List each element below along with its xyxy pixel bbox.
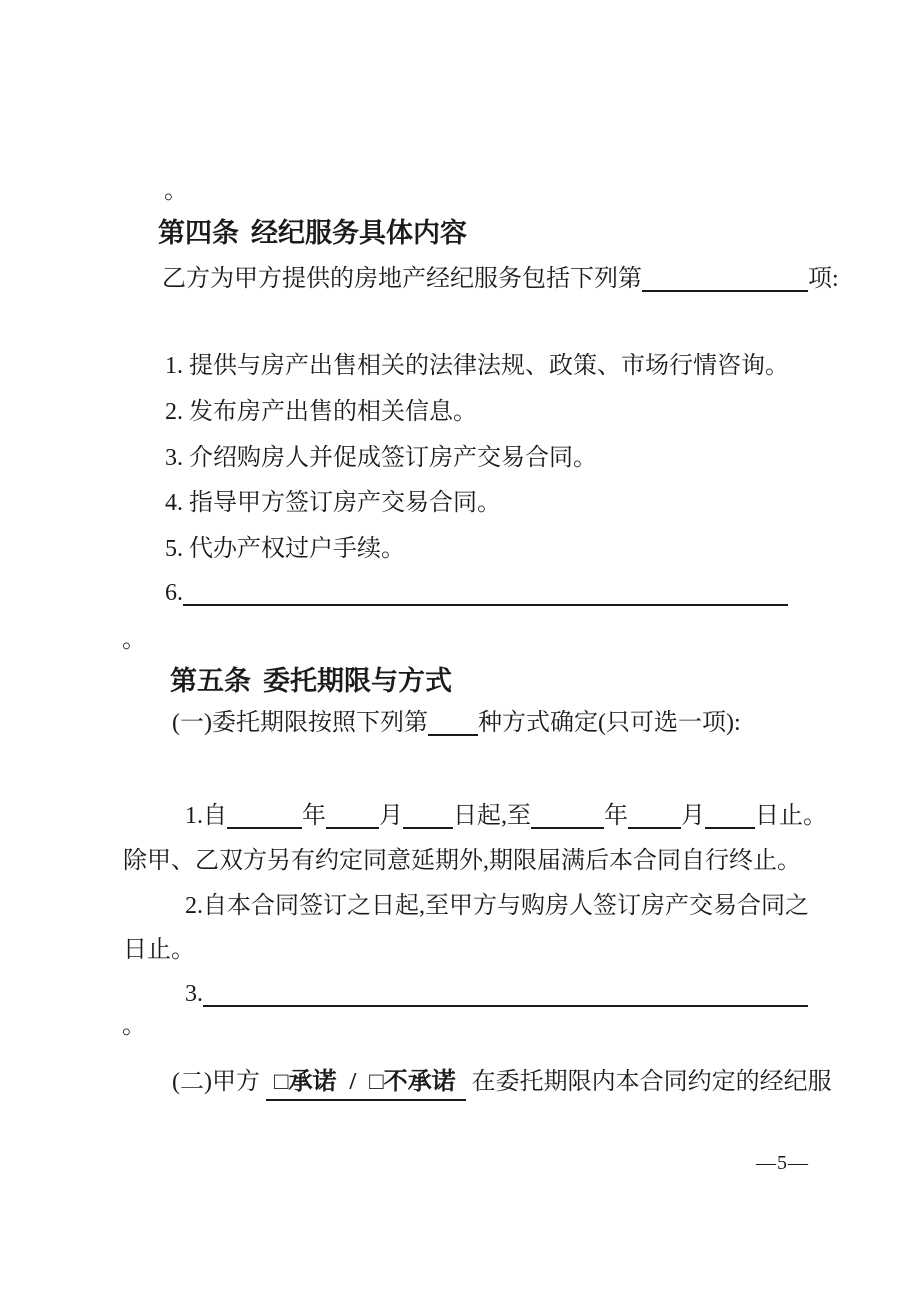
service-item-1: 1. 提供与房产出售相关的法律法规、政策、市场行情咨询。 <box>165 353 789 379</box>
option1-seg: 日止。 <box>755 803 827 829</box>
option2-line2: 日止。 <box>123 937 195 963</box>
article4-heading-title: 经纪服务具体内容 <box>251 218 467 248</box>
article5-heading-title: 委托期限与方式 <box>263 666 452 696</box>
stray-period: 。 <box>164 178 188 204</box>
fill-in-blank-day-end <box>705 809 755 829</box>
article5-heading-number: 第五条 <box>170 666 251 696</box>
option1-seg: 月 <box>379 803 403 829</box>
choice-separator: / <box>349 1069 357 1095</box>
stray-period: 。 <box>122 627 146 653</box>
option3-number: 3. <box>185 981 203 1007</box>
page-number: —5— <box>756 1152 809 1174</box>
fill-in-blank-month-start <box>326 809 379 829</box>
fill-in-blank-day-start <box>403 809 453 829</box>
stray-period: 。 <box>122 1013 146 1039</box>
service-item-3: 3. 介绍购房人并促成签订房产交易合同。 <box>165 445 597 471</box>
fill-in-blank-item-number <box>642 272 808 292</box>
fill-in-blank-option-3 <box>203 987 808 1007</box>
service-item-4: 4. 指导甲方签订房产交易合同。 <box>165 490 501 516</box>
article4-intro-line <box>162 266 839 294</box>
option3-blank-line <box>185 981 808 1009</box>
option1-seg: 月 <box>681 803 705 829</box>
option1-seg: 日起,至 <box>453 803 531 829</box>
option1-seg: 1.自 <box>185 803 227 829</box>
option1-continuation-line: 除甲、乙双方另有约定同意延期外,期限届满后本合同自行终止。 <box>123 848 801 874</box>
option1-seg: 年 <box>604 803 628 829</box>
article4-intro-suffix: 项: <box>808 266 839 292</box>
fill-in-blank-year-end <box>531 809 604 829</box>
clause1-line <box>172 710 741 738</box>
clause2-suffix: 在委托期限内本合同约定的经纪服 <box>471 1069 832 1095</box>
clause2-text: (二)甲方 <box>172 1069 260 1095</box>
clause1-text: (一)委托期限按照下列第 <box>172 710 428 736</box>
clause1-suffix: 种方式确定(只可选一项): <box>477 710 741 736</box>
option1-seg: 年 <box>302 803 326 829</box>
option2-line1: 2.自本合同签订之日起,至甲方与购房人签订房产交易合同之 <box>185 893 809 919</box>
fill-in-blank-month-end <box>628 809 681 829</box>
article4-intro-text: 乙方为甲方提供的房地产经纪服务包括下列第 <box>162 266 642 292</box>
checkbox-bu-chengnuo: □不承诺 <box>369 1069 456 1095</box>
fill-in-blank-year-start <box>227 809 302 829</box>
fill-in-blank-method-number <box>428 716 478 736</box>
service-item-6-blank-line <box>165 580 788 608</box>
fill-in-blank-service-6 <box>183 586 788 606</box>
clause2-line <box>172 1069 832 1097</box>
option1-date-line <box>185 803 827 831</box>
service-item-5: 5. 代办产权过户手续。 <box>165 536 405 562</box>
checkbox-chengnuo: □承诺 <box>273 1069 337 1095</box>
article4-heading <box>158 218 467 249</box>
promise-choice-group <box>266 1069 466 1101</box>
service-item-6-number: 6. <box>165 580 183 606</box>
article5-heading <box>170 666 452 697</box>
service-item-2: 2. 发布房产出售的相关信息。 <box>165 399 477 425</box>
article4-heading-number: 第四条 <box>158 218 239 248</box>
